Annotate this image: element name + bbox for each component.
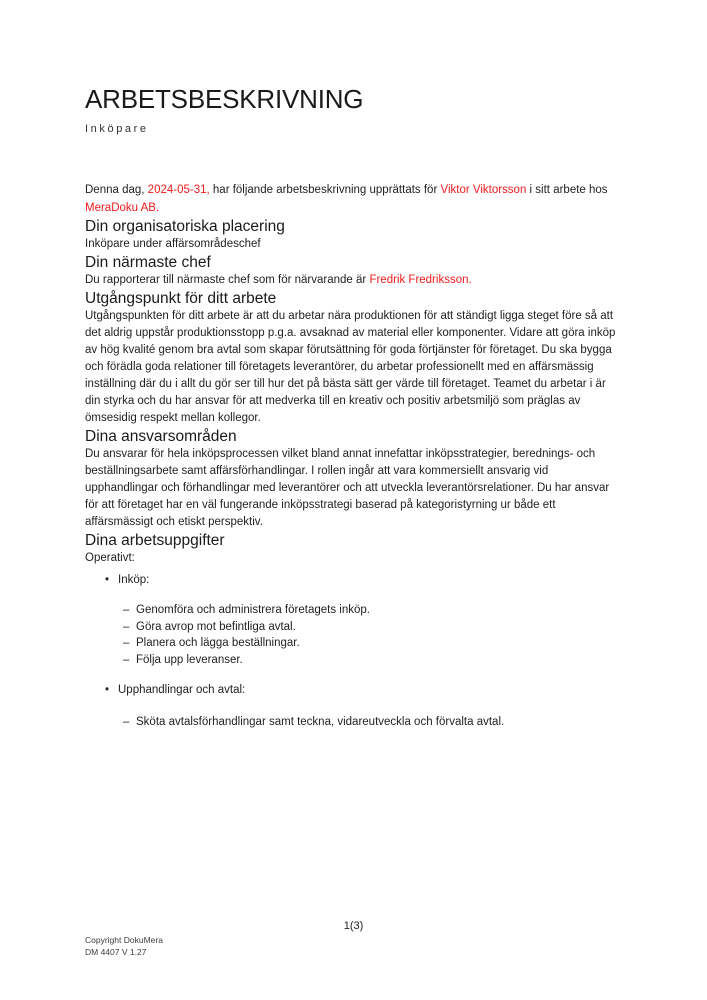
task-group-upphandlingar <box>85 682 622 699</box>
intro-text-between: i sitt arbete hos <box>526 184 608 196</box>
task-list-inkop <box>85 602 622 668</box>
task-item-text: Planera och lägga beställningar. <box>136 637 300 649</box>
starting-point-paragraph: Utgångspunkten för ditt arbete är att du arbetar nära produktionen för att ständigt ligga steget före så att det aldrig uppstår produktionsstopp p.g.a. avsaknad av material eller komponenter. Vidare att göra inköp av hög kvalité genom bra avtal som skapar förutsättning för goda förtjänster för företaget. Du ska bygga och förädla goda relationer till företagets leverantörer, du arbetar professionellt med en affärsmässig inställning där du i allt du gör ser till hur det på bästa sätt ger värde till företaget. Teamet du arbetar i är din styrka och du har ansvar för att medverka till en kreativ och positiv arbetsmiljö som präglas av ömsesidig respekt mellan kollegor. <box>85 310 616 424</box>
manager-name: Fredrik Fredriksson. <box>369 274 472 286</box>
placement-value: Inköpare under affärsområdeschef <box>85 238 261 250</box>
task-item-text: Följa upp leveranser. <box>136 653 243 666</box>
intro-text-after-date: har följande arbetsbeskrivning upprättats för <box>209 184 441 196</box>
company-name: MeraDoku AB. <box>85 202 160 214</box>
dash-icon: – <box>123 620 130 633</box>
intro-paragraph <box>85 181 622 217</box>
document-content <box>0 84 707 731</box>
section-heading-manager: Din närmaste chef <box>85 254 211 271</box>
section-heading-tasks: Dina arbetsuppgifter <box>85 532 225 549</box>
task-item-text: Genomföra och administrera företagets inköp. <box>136 604 370 616</box>
task-group-label: Inköp: <box>118 574 150 586</box>
responsibilities-paragraph: Du ansvarar för hela inköpsprocessen vilket bland annat innefattar inköpsstrategier, berednings- och beställningsarbete samt affärsförhandlingar. I rollen ingår att vara kommersiellt ansvarig vid upphandlingar och förhandlingar med leverantörer och att utveckla leverantörsrelationer. Du har ansvar för att företaget har en väl fungerande inköpsstrategi baserad på kategoristyrning ur både ett affärsmässigt och etiskt perspektiv. <box>85 448 610 528</box>
manager-paragraph <box>85 272 622 289</box>
bullet-icon: • <box>105 684 110 696</box>
intro-text-before-date: Denna dag, <box>85 184 148 196</box>
task-item <box>85 652 622 669</box>
bullet-icon: • <box>105 574 110 586</box>
dash-icon: – <box>123 653 130 666</box>
task-list-upphandlingar <box>85 714 622 731</box>
footer-meta <box>85 935 163 958</box>
dash-icon: – <box>123 716 130 728</box>
tasks-category-label: Operativt: <box>85 552 135 564</box>
section-heading-placement: Din organisatoriska placering <box>85 218 285 235</box>
task-item-text: Göra avrop mot befintliga avtal. <box>136 620 296 633</box>
date-value: 2024-05-31, <box>147 184 210 196</box>
task-item <box>85 602 622 619</box>
task-item <box>85 635 622 652</box>
manager-text-before-name: Du rapporterar till närmaste chef som för närvarande är <box>85 274 370 286</box>
employee-name: Viktor Viktorsson <box>440 184 527 196</box>
task-group-inkop <box>85 572 622 589</box>
task-group-label: Upphandlingar och avtal: <box>118 684 246 696</box>
dash-icon: – <box>123 637 130 649</box>
page-subtitle: Inköpare <box>85 123 149 135</box>
task-item <box>85 714 622 731</box>
page-title: ARBETSBESKRIVNING <box>85 84 364 114</box>
page-number: 1(3) <box>343 920 364 932</box>
document-id: DM 4407 V 1.27 <box>85 946 147 957</box>
task-item-text: Sköta avtalsförhandlingar samt teckna, vidareutveckla och förvalta avtal. <box>136 716 505 728</box>
copyright-text: Copyright DokuMera <box>85 935 163 945</box>
section-heading-starting-point: Utgångspunkt för ditt arbete <box>85 290 277 307</box>
task-item <box>85 619 622 636</box>
section-heading-responsibilities: Dina ansvarsområden <box>85 428 237 445</box>
dash-icon: – <box>123 604 130 616</box>
